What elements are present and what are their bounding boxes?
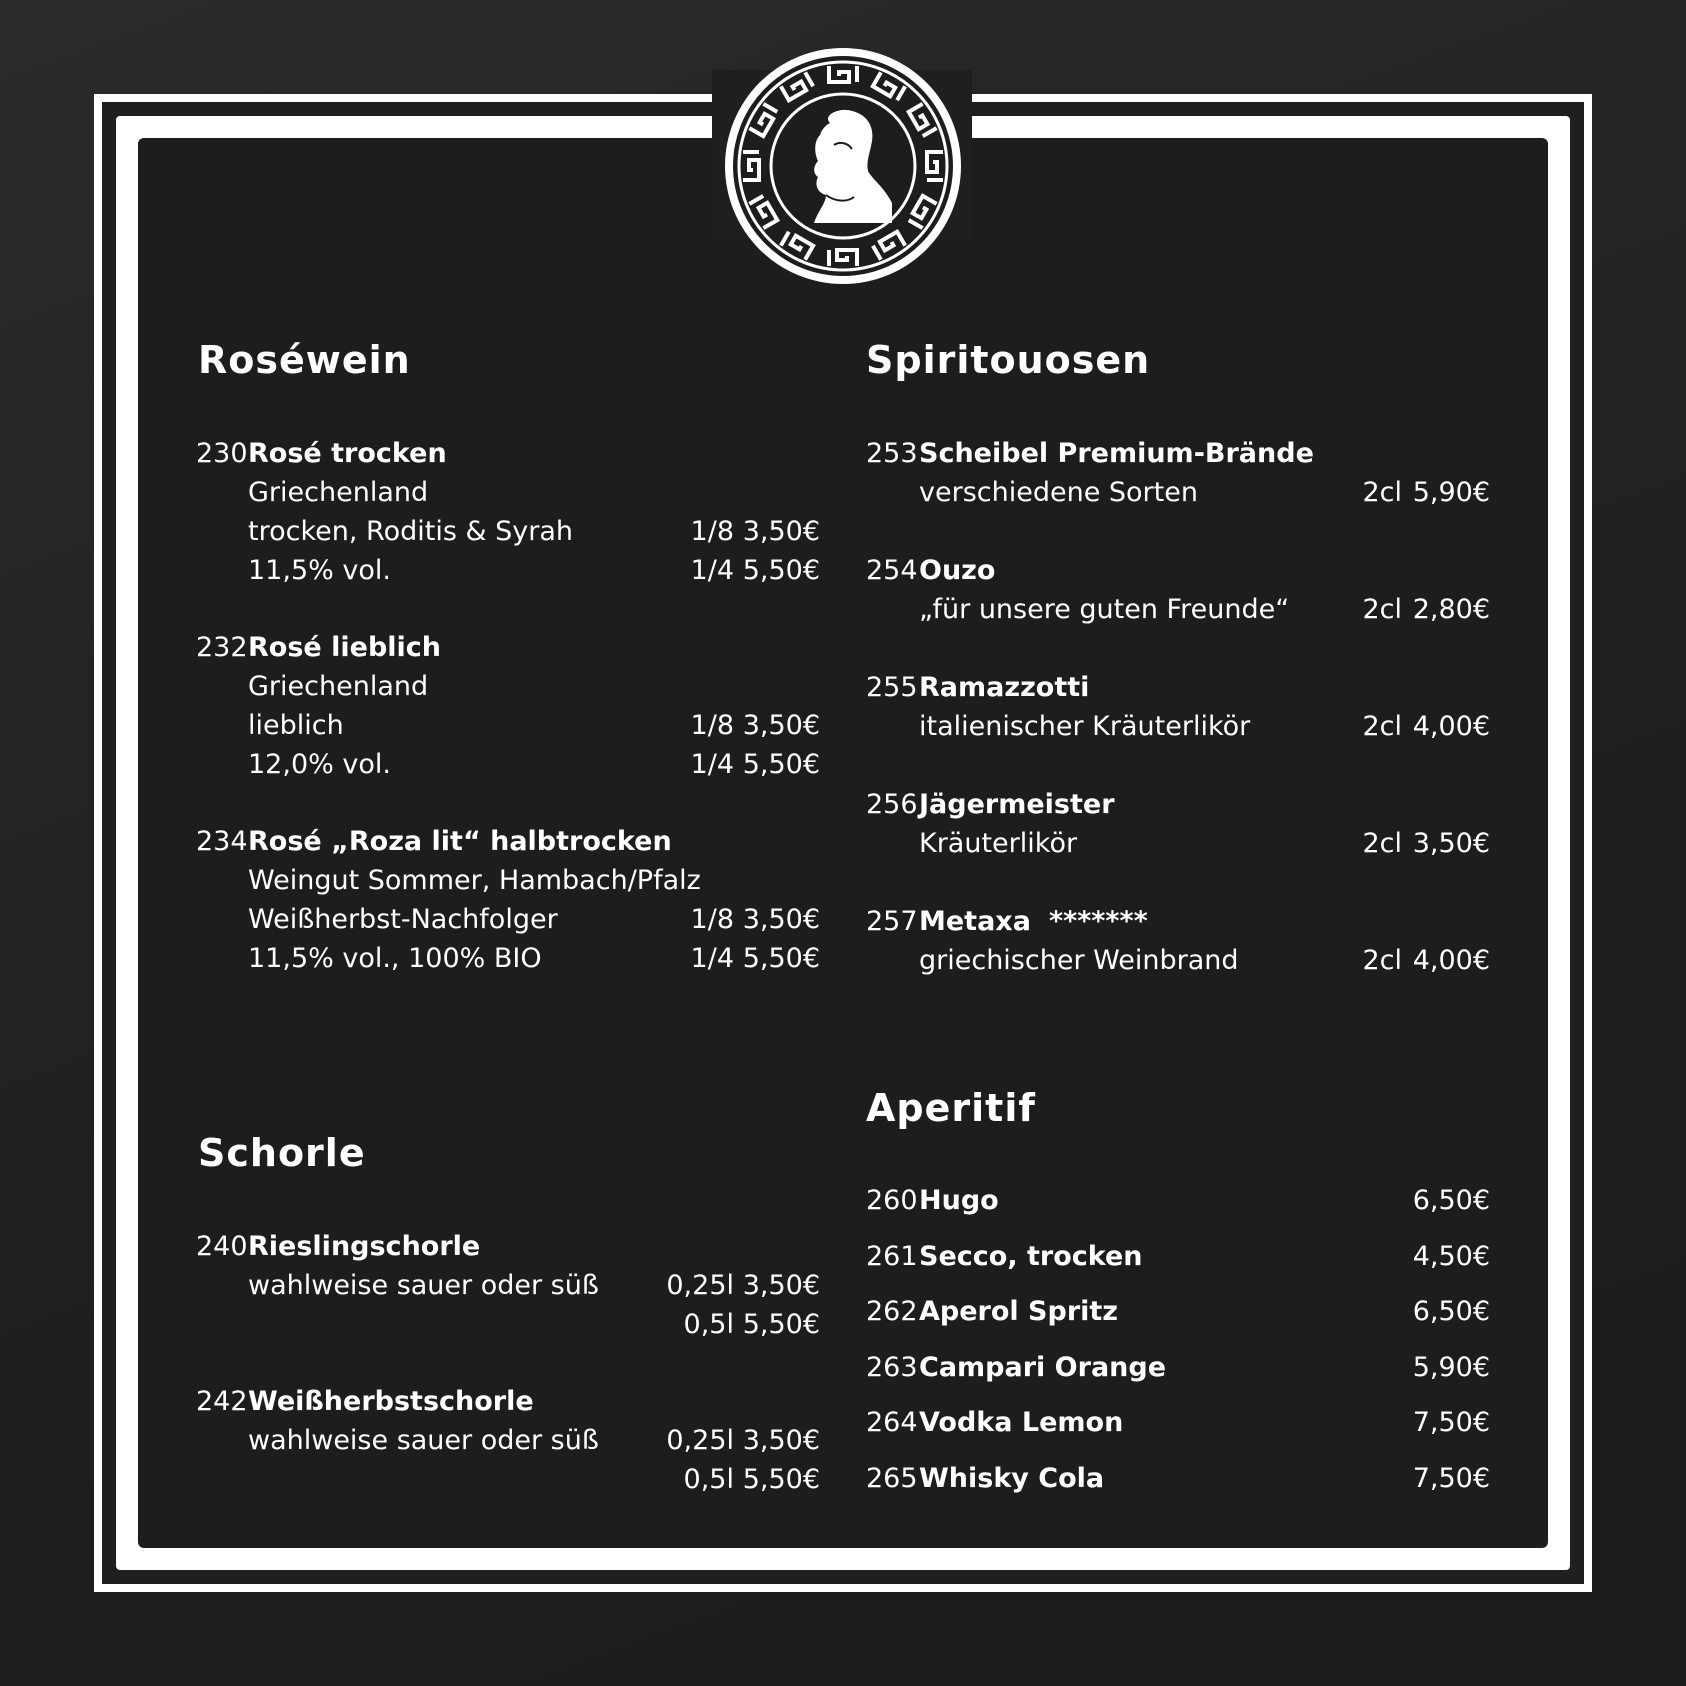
item-name (919, 902, 1148, 941)
item-description: italienischer Kräuterlikör (919, 711, 1251, 742)
menu-item (866, 551, 1490, 629)
item-name: Hugo (919, 1185, 999, 1216)
menu-item (196, 628, 836, 784)
item-name-text: Metaxa (919, 906, 1031, 937)
menu-item (866, 1292, 1490, 1331)
item-number: 240 (196, 1231, 248, 1262)
item-number: 254 (866, 555, 918, 586)
item-description: 12,0% vol. (248, 749, 391, 780)
item-description: „für unsere guten Freunde“ (919, 594, 1290, 625)
item-number: 232 (196, 632, 248, 663)
item-name-text: Scheibel Premium-Brände (919, 438, 1314, 469)
item-number: 242 (196, 1386, 248, 1417)
menu-item (196, 1227, 836, 1344)
item-description: Weingut Sommer, Hambach/Pfalz (248, 865, 701, 896)
menu-item (866, 785, 1490, 863)
item-price: 3,50€ (742, 1425, 820, 1456)
item-name: Rosé trocken (248, 438, 447, 469)
item-description: 11,5% vol. (248, 555, 391, 586)
item-name: Aperol Spritz (919, 1296, 1119, 1328)
section-title-rosewein: Roséwein (198, 338, 411, 382)
item-measure: 0,5l (683, 1309, 734, 1340)
item-description: Griechenland (248, 477, 429, 508)
menu-item (866, 1348, 1490, 1387)
item-measure: 2cl (1362, 594, 1402, 625)
item-price: 6,50€ (1412, 1296, 1490, 1328)
item-name (919, 668, 1089, 707)
item-price: 5,50€ (742, 555, 820, 586)
item-measure: 0,25l (666, 1270, 734, 1301)
item-name (919, 551, 995, 590)
item-price: 5,90€ (1412, 477, 1490, 508)
menu-item (866, 668, 1490, 746)
menu-item (866, 1181, 1490, 1220)
section-title-aperitif: Aperitif (866, 1086, 1036, 1130)
section-title-spirituosen: Spiritouosen (866, 338, 1151, 382)
item-measure: 1/8 (690, 516, 734, 547)
item-number: 230 (196, 438, 248, 469)
item-name: Vodka Lemon (919, 1407, 1124, 1439)
item-number: 265 (866, 1463, 918, 1494)
menu-item (866, 434, 1490, 512)
item-description: Weißherbst-Nachfolger (248, 904, 558, 935)
item-measure: 1/4 (690, 555, 734, 586)
item-number: 234 (196, 826, 248, 857)
item-name: Whisky Cola (919, 1463, 1105, 1494)
menu-item (196, 822, 836, 978)
menu-item (866, 1459, 1490, 1498)
item-name-text: Ramazzotti (919, 672, 1090, 703)
item-name-text: Jägermeister (919, 789, 1115, 820)
item-description: 11,5% vol., 100% BIO (248, 943, 542, 974)
item-description: verschiedene Sorten (919, 477, 1198, 508)
item-description: griechischer Weinbrand (919, 945, 1239, 976)
item-number: 260 (866, 1185, 918, 1216)
item-number: 253 (866, 438, 918, 469)
menu-item (196, 1382, 836, 1499)
item-price: 4,00€ (1412, 945, 1490, 976)
item-price: 3,50€ (742, 904, 820, 935)
item-description: wahlweise sauer oder süß (248, 1425, 599, 1456)
item-price: 7,50€ (1412, 1463, 1490, 1494)
item-price: 3,50€ (742, 710, 820, 741)
item-number: 264 (866, 1407, 918, 1439)
item-measure: 0,5l (683, 1464, 734, 1495)
greek-medallion-logo (722, 45, 964, 287)
item-price: 5,90€ (1412, 1351, 1490, 1383)
item-price: 5,50€ (742, 943, 820, 974)
item-measure: 1/4 (690, 749, 734, 780)
item-price: 7,50€ (1412, 1407, 1490, 1439)
item-price: 4,50€ (1412, 1240, 1490, 1272)
item-name: Weißherbstschorle (248, 1386, 534, 1417)
item-description: trocken, Roditis & Syrah (248, 516, 573, 547)
item-measure: 2cl (1362, 945, 1402, 976)
item-name (919, 434, 1314, 473)
item-description: wahlweise sauer oder süß (248, 1270, 599, 1301)
item-price: 5,50€ (742, 749, 820, 780)
item-number: 255 (866, 672, 918, 703)
item-name: Secco, trocken (919, 1240, 1143, 1272)
section-title-schorle: Schorle (198, 1131, 366, 1175)
item-name: Rieslingschorle (248, 1231, 481, 1262)
item-description: Kräuterlikör (919, 828, 1078, 859)
item-number: 256 (866, 789, 918, 820)
item-name: Rosé lieblich (248, 632, 442, 663)
item-price: 3,50€ (742, 516, 820, 547)
item-price: 3,50€ (1412, 828, 1490, 859)
item-description: lieblich (248, 710, 344, 741)
item-measure: 2cl (1362, 828, 1402, 859)
item-price: 6,50€ (1412, 1185, 1490, 1216)
item-measure: 2cl (1362, 711, 1402, 742)
item-number: 262 (866, 1296, 918, 1328)
item-measure: 1/4 (690, 943, 734, 974)
menu-item (196, 434, 836, 590)
menu-item (866, 1237, 1490, 1276)
item-price: 5,50€ (742, 1309, 820, 1340)
menu-item (866, 902, 1490, 980)
item-measure: 1/8 (690, 904, 734, 935)
item-name-text: Ouzo (919, 555, 996, 586)
item-measure: 1/8 (690, 710, 734, 741)
item-measure: 0,25l (666, 1425, 734, 1456)
item-price: 2,80€ (1412, 594, 1490, 625)
item-name (919, 785, 1115, 824)
item-name: Campari Orange (919, 1351, 1167, 1383)
item-number: 261 (866, 1240, 918, 1272)
item-number: 257 (866, 906, 918, 937)
item-price: 5,50€ (742, 1464, 820, 1495)
item-price: 3,50€ (742, 1270, 820, 1301)
item-number: 263 (866, 1351, 918, 1383)
item-description: Griechenland (248, 671, 429, 702)
menu-item (866, 1403, 1490, 1442)
item-measure: 2cl (1362, 477, 1402, 508)
item-name: Rosé „Roza lit“ halbtrocken (248, 826, 672, 857)
item-stars: ******* (1048, 906, 1148, 937)
item-price: 4,00€ (1412, 711, 1490, 742)
